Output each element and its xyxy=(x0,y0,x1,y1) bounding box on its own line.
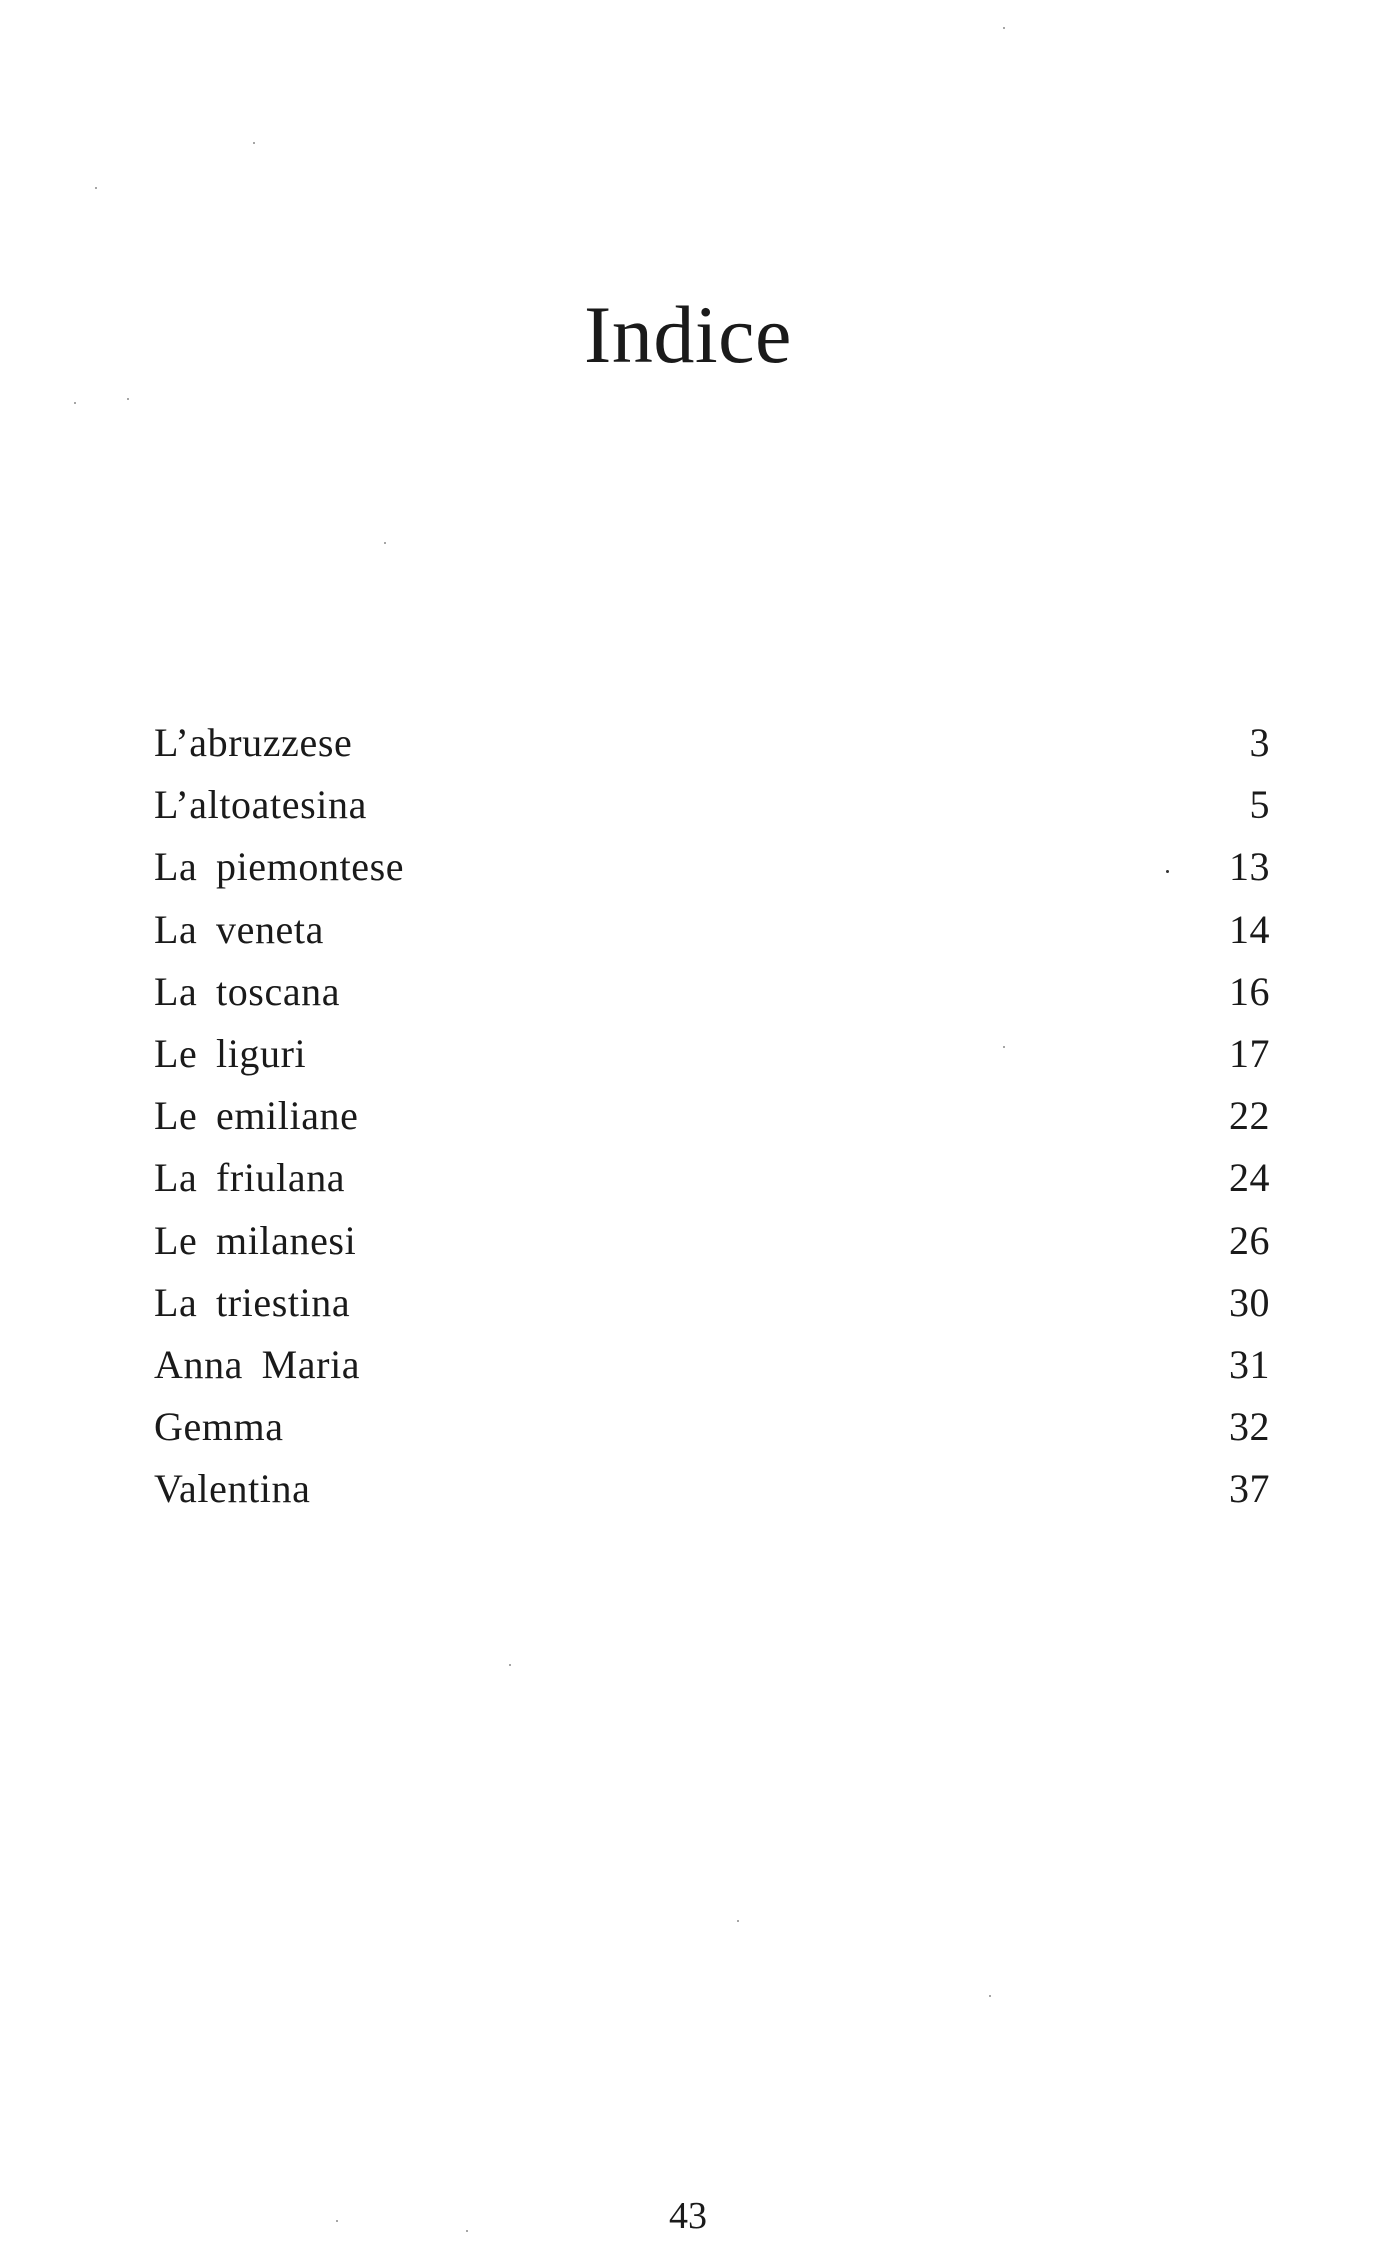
toc-entry-page: 26 xyxy=(1229,1217,1270,1263)
scan-speck xyxy=(737,1920,739,1922)
toc-entry-title: Le liguri xyxy=(154,1030,307,1076)
toc-entry-page: 32 xyxy=(1229,1404,1270,1450)
toc-entry-title: Gemma xyxy=(154,1404,284,1450)
toc-entry xyxy=(154,1210,1270,1272)
scan-speck xyxy=(127,398,129,400)
toc-entry-page: 17 xyxy=(1229,1030,1270,1076)
toc-entry-page: 16 xyxy=(1229,968,1270,1014)
scan-speck xyxy=(509,1664,511,1666)
scan-speck xyxy=(1166,870,1169,873)
toc-entry-title: La veneta xyxy=(154,906,324,952)
toc-entry xyxy=(154,961,1270,1023)
toc-entry xyxy=(154,836,1270,898)
table-of-contents xyxy=(154,712,1270,1520)
toc-entry-title: Valentina xyxy=(154,1466,311,1512)
scan-speck xyxy=(95,187,97,189)
toc-entry-page: 31 xyxy=(1229,1341,1270,1387)
toc-entry-title: Le milanesi xyxy=(154,1217,357,1263)
toc-entry xyxy=(154,1334,1270,1396)
toc-entry xyxy=(154,899,1270,961)
toc-entry xyxy=(154,1023,1270,1085)
toc-entry-page: 22 xyxy=(1229,1093,1270,1139)
toc-entry-title: La toscana xyxy=(154,968,341,1014)
toc-entry-title: L’altoatesina xyxy=(154,782,367,828)
toc-entry xyxy=(154,1396,1270,1458)
toc-entry-page: 30 xyxy=(1229,1279,1270,1325)
toc-entry-title: La friulana xyxy=(154,1155,346,1201)
scan-speck xyxy=(384,542,386,544)
scan-speck xyxy=(74,402,76,404)
toc-entry-page: 24 xyxy=(1229,1155,1270,1201)
scan-speck xyxy=(1003,27,1005,29)
toc-entry xyxy=(154,1147,1270,1209)
scan-speck xyxy=(1003,1046,1005,1048)
scan-speck xyxy=(466,2230,468,2232)
toc-entry-page: 3 xyxy=(1249,720,1270,765)
toc-entry xyxy=(154,1272,1270,1334)
toc-entry xyxy=(154,1458,1270,1520)
toc-entry-page: 14 xyxy=(1229,906,1270,952)
toc-entry xyxy=(154,712,1270,774)
toc-entry-title: Anna Maria xyxy=(154,1341,361,1387)
scan-speck xyxy=(253,142,255,144)
toc-entry xyxy=(154,774,1270,836)
scan-speck xyxy=(336,2220,338,2222)
toc-entry-title: La piemontese xyxy=(154,844,405,890)
toc-entry-page: 37 xyxy=(1229,1466,1270,1512)
page-title: Indice xyxy=(584,289,792,380)
toc-entry-title: Le emiliane xyxy=(154,1093,359,1139)
scan-speck xyxy=(989,1995,991,1997)
toc-entry-title: L’abruzzese xyxy=(154,720,353,765)
toc-entry-page: 13 xyxy=(1229,844,1270,890)
page-number: 43 xyxy=(669,2195,707,2237)
toc-entry-title: La triestina xyxy=(154,1279,351,1325)
toc-entry xyxy=(154,1085,1270,1147)
toc-entry-page: 5 xyxy=(1249,782,1270,828)
